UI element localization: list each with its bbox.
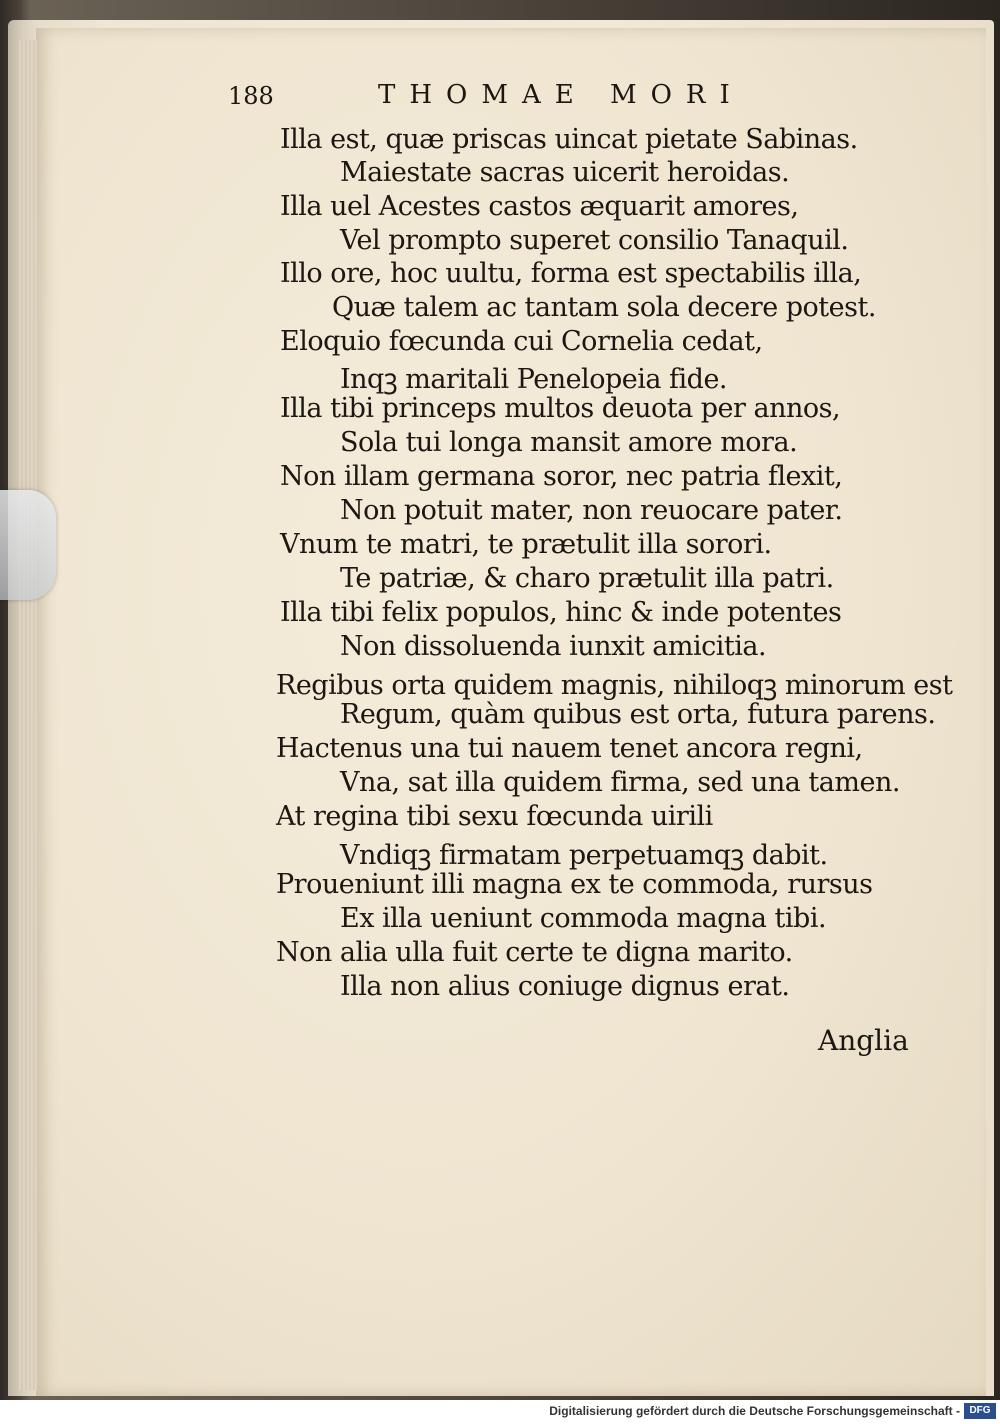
verse-line: Illa uel Acestes castos æquarit amores,: [280, 191, 799, 222]
page-number: 188: [228, 82, 274, 110]
verse-line: Illa est, quæ priscas uincat pietate Sabinas.: [280, 124, 858, 155]
verse-line: Regum, quàm quibus est orta, futura parens.: [340, 699, 936, 730]
verse-line: Hactenus una tui nauem tenet ancora regni,: [276, 733, 863, 764]
verse-line: Non potuit mater, non reuocare pater.: [340, 495, 843, 526]
verse-line: Illa non alius coniuge dignus erat.: [340, 971, 790, 1002]
verse-line: Proueniunt illi magna ex te commoda, rursus: [276, 869, 873, 900]
dfg-logo: DFG: [964, 1403, 996, 1419]
verse-line: Regibus orta quidem magnis, nihiloqꝫ minorum est: [276, 670, 953, 701]
verse-line: Eloquio fœcunda cui Cornelia cedat,: [280, 326, 763, 357]
verse-line: Illo ore, hoc uultu, forma est spectabilis illa,: [280, 258, 862, 289]
catchword: Anglia: [818, 1024, 909, 1057]
running-title: THOMAE MORI: [378, 80, 744, 110]
verse-line: Illa tibi felix populos, hinc & inde potentes: [280, 597, 842, 628]
verse-line: Sola tui longa mansit amore mora.: [340, 427, 798, 458]
verse-line: Inqꝫ maritali Penelopeia fide.: [340, 364, 728, 395]
footer-credit: Digitalisierung gefördert durch die Deutsche Forschungsgemeinschaft -: [549, 1404, 960, 1418]
verse-line: Ex illa ueniunt commoda magna tibi.: [340, 903, 827, 934]
show-through: [870, 120, 990, 1120]
verse-line: Vnum te matri, te prætulit illa sorori.: [280, 529, 772, 560]
verse-line: Illa tibi princeps multos deuota per annos,: [280, 393, 841, 424]
page-edges: [18, 40, 38, 1390]
verse-line: Te patriæ, & charo prætulit illa patri.: [340, 563, 834, 594]
verse-line: Vel prompto superet consilio Tanaquil.: [340, 225, 849, 256]
verse-line: At regina tibi sexu fœcunda uirili: [276, 801, 713, 832]
verse-line: Vndiqꝫ firmatam perpetuamqꝫ dabit.: [340, 840, 828, 871]
verse-line: Quæ talem ac tantam sola decere potest.: [332, 292, 876, 323]
verse-line: Non alia ulla fuit certe te digna marito.: [276, 937, 793, 968]
verse-line: Vna, sat illa quidem firma, sed una tamen.: [340, 767, 900, 798]
page-clip: [0, 490, 56, 600]
verse-line: Non illam germana soror, nec patria flexit,: [280, 461, 843, 492]
footer-bar: [0, 1400, 1000, 1424]
verse-line: Non dissoluenda iunxit amicitia.: [340, 631, 767, 662]
verse-line: Maiestate sacras uicerit heroidas.: [340, 157, 790, 188]
